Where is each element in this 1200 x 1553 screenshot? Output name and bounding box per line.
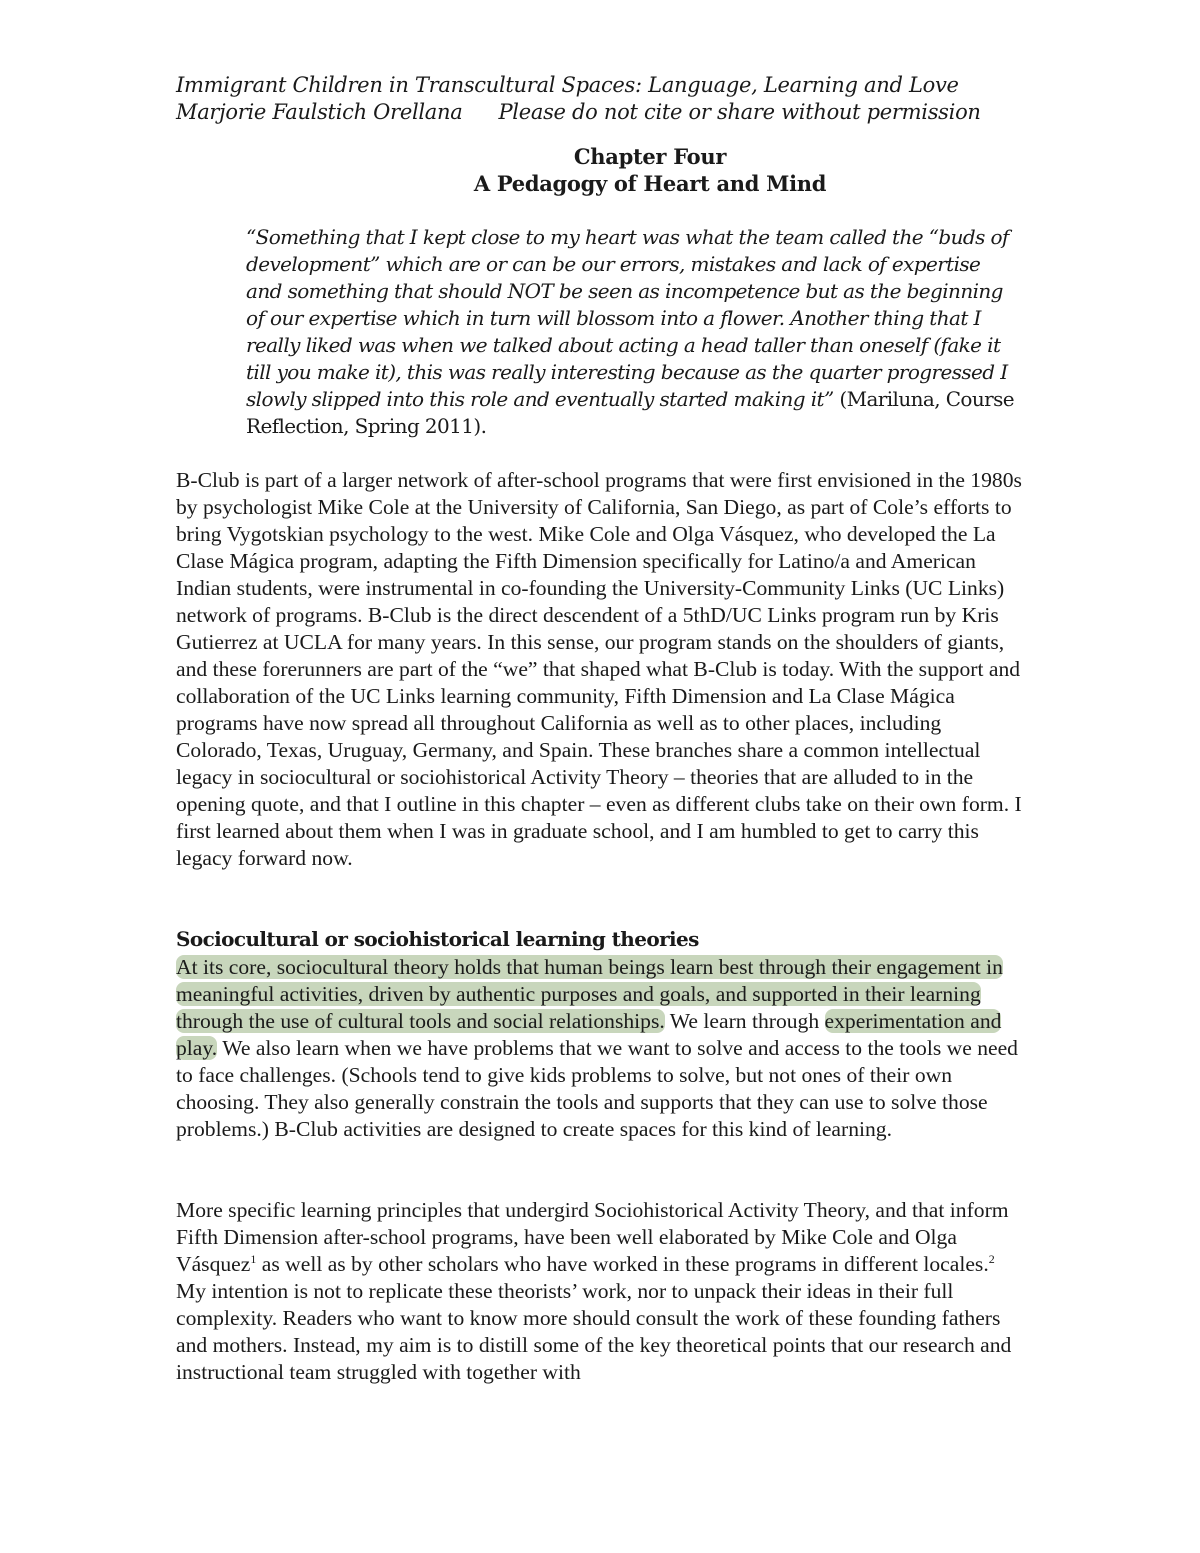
- epigraph: [246, 224, 1016, 440]
- paragraph-text: My intention is not to replicate these theorists’ work, nor to unpack their ideas in their full complexity. Readers who want to know more should consult the work of these founding fathers and mothers. Instead, my aim is to distill some of the key theoretical points that our research and instructional team struggled with together with: [176, 1279, 1012, 1384]
- highlighted-text[interactable]: experimentation and play.: [176, 1009, 1002, 1060]
- footnote-marker[interactable]: 2: [988, 1251, 995, 1266]
- chapter-heading: [0, 143, 1200, 197]
- book-title: Immigrant Children in Transcultural Spaces: Language, Learning and Love: [176, 73, 959, 97]
- paragraph-learning-principles: [176, 1197, 1026, 1386]
- author-name: Marjorie Faulstich Orellana: [176, 100, 463, 124]
- epigraph-quote: “Something that I kept close to my heart was what the team called the “buds of development” which are or can be our errors, mistakes and lack of expertise and something that should NOT be seen as incompetence but as the beginning of our expertise which in turn will blossom into a flower. Another thing that I really liked was when we talked about acting a head taller than oneself (fake it till you make it), this was really interesting because as the quarter progressed I slowly slipped into this role and eventually started making it”: [246, 225, 1009, 411]
- epigraph-citation: (Mariluna, Course Reflection, Spring 2011).: [246, 387, 1015, 438]
- footnote-marker[interactable]: 1: [250, 1251, 257, 1266]
- section-heading: Sociocultural or sociohistorical learning theories: [176, 927, 699, 951]
- paragraph-text: as well as by other scholars who have worked in these programs in different locales.: [256, 1252, 989, 1276]
- paragraph-sociocultural: [176, 954, 1026, 1143]
- paragraph-text: We also learn when we have problems that we want to solve and access to the tools we need to face challenges. (Schools tend to give kids problems to solve, but not ones of their own choosing. They also generally constrain the tools and supports that they can use to solve those problems.) B-Club activities are designed to create spaces for this kind of learning.: [176, 1036, 1018, 1141]
- running-header: [176, 72, 981, 126]
- chapter-title: A Pedagogy of Heart and Mind: [473, 171, 827, 196]
- author-line: [176, 99, 981, 126]
- paragraph-intro: B-Club is part of a larger network of after-school programs that were first envisioned in the 1980s by psychologist Mike Cole at the University of California, San Diego, as part of Cole’s efforts to bring Vygotskian psychology to the west. Mike Cole and Olga Vásquez, who developed the La Clase Mágica program, adapting the Fifth Dimension specifically for Latino/a and American Indian students, were instrumental in co-founding the University-Community Links (UC Links) network of programs. B-Club is the direct descendent of a 5thD/UC Links program run by Kris Gutierrez at UCLA for many years. In this sense, our program stands on the shoulders of giants, and these forerunners are part of the “we” that shaped what B-Club is today. With the support and collaboration of the UC Links learning community, Fifth Dimension and La Clase Mágica programs have now spread all throughout California as well as to other places, including Colorado, Texas, Uruguay, Germany, and Spain. These branches share a common intellectual legacy in sociocultural or sociohistorical Activity Theory – theories that are alluded to in the opening quote, and that I outline in this chapter – even as different clubs take on their own form. I first learned about them when I was in graduate school, and I am humbled to get to carry this legacy forward now.: [176, 468, 1022, 870]
- paragraph-text: We learn through: [664, 1009, 825, 1033]
- chapter-label: Chapter Four: [573, 144, 727, 169]
- permission-notice: Please do not cite or share without permission: [498, 100, 981, 124]
- paragraph-text: More specific learning principles that undergird Sociohistorical Activity Theory, and that inform Fifth Dimension after-school programs, have been well elaborated by Mike Cole and Olga Vásquez: [176, 1198, 1009, 1276]
- highlighted-text[interactable]: At its core, sociocultural theory holds that human beings learn best through their engagement in meaningful activities, driven by authentic purposes and goals, and supported in their learning through the use of cultural tools and social relationships.: [176, 955, 1003, 1033]
